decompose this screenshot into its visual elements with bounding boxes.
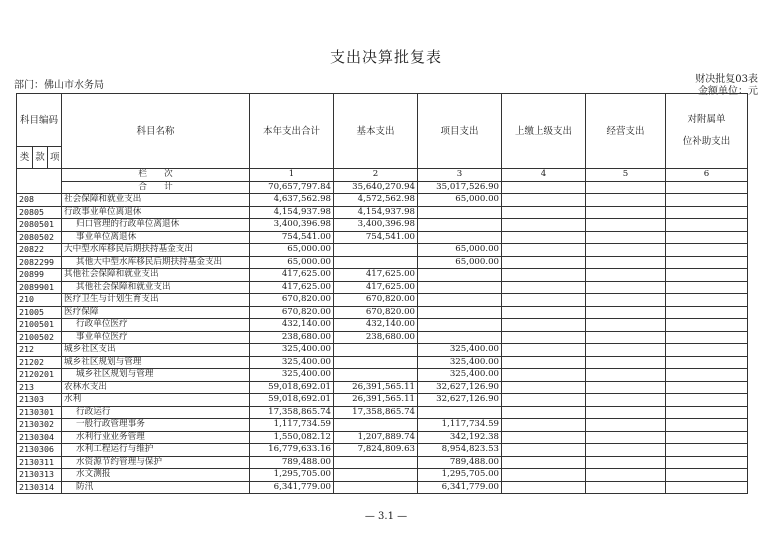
row-total: 670,820.00 (250, 306, 334, 319)
row-upper (502, 219, 586, 232)
col-number-1: 1 (250, 169, 334, 182)
expenditure-table (16, 93, 748, 494)
row-name: 归口管理的行政单位离退休 (62, 219, 250, 232)
row-subsidy (666, 444, 748, 457)
row-upper (502, 319, 586, 332)
header-subsidy-line1: 对附属单 (687, 114, 726, 125)
row-name: 事业单位离退休 (62, 231, 250, 244)
col-number-5: 5 (586, 169, 666, 182)
table-row (17, 481, 748, 494)
col-number-4: 4 (502, 169, 586, 182)
row-subsidy (666, 331, 748, 344)
row-subsidy (666, 369, 748, 382)
row-total: 1,117,734.59 (250, 419, 334, 432)
row-upper (502, 306, 586, 319)
row-name: 其他社会保障和就业支出 (62, 269, 250, 282)
table-row (17, 319, 748, 332)
row-subsidy (666, 306, 748, 319)
row-basic: 26,391,565.11 (334, 394, 418, 407)
header-lei: 类 (17, 147, 33, 169)
row-total: 6,341,779.00 (250, 481, 334, 494)
row-total: 16,779,633.16 (250, 444, 334, 457)
row-upper (502, 394, 586, 407)
col-number-6: 6 (666, 169, 748, 182)
table-row (17, 281, 748, 294)
row-name: 城乡社区规划与管理 (62, 369, 250, 382)
row-code: 21303 (17, 394, 62, 407)
row-project: 6,341,779.00 (418, 481, 502, 494)
row-basic (334, 456, 418, 469)
department-label: 部门：佛山市水务局 (14, 80, 104, 91)
row-total: 670,820.00 (250, 294, 334, 307)
row-business (586, 369, 666, 382)
row-code: 20805 (17, 206, 62, 219)
row-business (586, 306, 666, 319)
table-row (17, 306, 748, 319)
row-code: 2130314 (17, 481, 62, 494)
row-business (586, 331, 666, 344)
row-project (418, 269, 502, 282)
row-subsidy (666, 431, 748, 444)
header-upper: 上缴上级支出 (502, 94, 586, 169)
row-project (418, 406, 502, 419)
row-name: 其他大中型水库移民后期扶持基金支出 (62, 256, 250, 269)
table-row (17, 194, 748, 207)
row-subsidy (666, 206, 748, 219)
row-total: 65,000.00 (250, 256, 334, 269)
table-row (17, 256, 748, 269)
row-subsidy (666, 469, 748, 482)
row-total: 59,018,692.01 (250, 381, 334, 394)
row-basic (334, 344, 418, 357)
row-upper (502, 469, 586, 482)
row-upper (502, 194, 586, 207)
row-basic (334, 244, 418, 257)
row-name: 医疗卫生与计划生育支出 (62, 294, 250, 307)
row-total: 325,400.00 (250, 369, 334, 382)
row-code: 2120201 (17, 369, 62, 382)
table-row (17, 469, 748, 482)
row-subsidy (666, 269, 748, 282)
row-business (586, 219, 666, 232)
table-row (17, 431, 748, 444)
row-basic: 670,820.00 (334, 306, 418, 319)
row-basic: 238,680.00 (334, 331, 418, 344)
header-xiang: 项 (48, 147, 62, 169)
row-name: 水利 (62, 394, 250, 407)
row-project (418, 294, 502, 307)
project-sum: 35,017,526.90 (418, 181, 502, 194)
row-code: 212 (17, 344, 62, 357)
page-title: 支出决算批复表 (329, 48, 442, 66)
table-row (17, 394, 748, 407)
row-code: 2130302 (17, 419, 62, 432)
row-subsidy (666, 394, 748, 407)
row-upper (502, 381, 586, 394)
row-project (418, 281, 502, 294)
row-business (586, 319, 666, 332)
row-total: 3,400,396.98 (250, 219, 334, 232)
heji-label: 合 计 (62, 181, 250, 194)
table-row (17, 444, 748, 457)
row-basic: 417,625.00 (334, 281, 418, 294)
row-project (418, 331, 502, 344)
header-project: 项目支出 (418, 94, 502, 169)
header-subsidy (666, 94, 748, 169)
row-total: 417,625.00 (250, 281, 334, 294)
row-total: 417,625.00 (250, 269, 334, 282)
row-upper (502, 344, 586, 357)
row-business (586, 469, 666, 482)
basic-sum: 35,640,270.94 (334, 181, 418, 194)
row-basic: 754,541.00 (334, 231, 418, 244)
row-code: 2100501 (17, 319, 62, 332)
row-business (586, 394, 666, 407)
header-name: 科目名称 (62, 94, 250, 169)
header-kuan: 款 (33, 147, 48, 169)
row-total: 325,400.00 (250, 356, 334, 369)
row-business (586, 244, 666, 257)
row-code: 210 (17, 294, 62, 307)
table-row (17, 219, 748, 232)
row-project: 65,000.00 (418, 244, 502, 257)
row-project: 65,000.00 (418, 256, 502, 269)
table-row (17, 369, 748, 382)
row-upper (502, 231, 586, 244)
table-row (17, 244, 748, 257)
row-business (586, 194, 666, 207)
row-project: 8,954,823.53 (418, 444, 502, 457)
header-code: 科目编码 (17, 94, 62, 147)
row-code: 2130311 (17, 456, 62, 469)
row-total: 432,140.00 (250, 319, 334, 332)
row-total: 325,400.00 (250, 344, 334, 357)
row-business (586, 381, 666, 394)
row-upper (502, 331, 586, 344)
row-name: 大中型水库移民后期扶持基金支出 (62, 244, 250, 257)
row-business (586, 281, 666, 294)
row-code: 21005 (17, 306, 62, 319)
row-subsidy (666, 244, 748, 257)
row-name: 水利工程运行与维护 (62, 444, 250, 457)
row-code: 2080501 (17, 219, 62, 232)
row-basic: 417,625.00 (334, 269, 418, 282)
row-basic: 3,400,396.98 (334, 219, 418, 232)
row-project: 32,627,126.90 (418, 381, 502, 394)
row-project (418, 319, 502, 332)
row-subsidy (666, 319, 748, 332)
row-business (586, 406, 666, 419)
row-basic (334, 481, 418, 494)
table-row (17, 356, 748, 369)
row-project (418, 306, 502, 319)
table-row (17, 294, 748, 307)
row-upper (502, 431, 586, 444)
table-row (17, 206, 748, 219)
row-name: 农林水支出 (62, 381, 250, 394)
row-project (418, 231, 502, 244)
column-number-row (17, 169, 748, 182)
row-basic (334, 419, 418, 432)
row-project: 65,000.00 (418, 194, 502, 207)
table-row (17, 344, 748, 357)
row-subsidy (666, 281, 748, 294)
row-code: 213 (17, 381, 62, 394)
row-basic: 4,572,562.98 (334, 194, 418, 207)
row-upper (502, 294, 586, 307)
row-code: 20899 (17, 269, 62, 282)
row-upper (502, 206, 586, 219)
row-total: 17,358,865.74 (250, 406, 334, 419)
row-name: 医疗保障 (62, 306, 250, 319)
row-total: 1,550,082.12 (250, 431, 334, 444)
row-total: 59,018,692.01 (250, 394, 334, 407)
row-basic: 26,391,565.11 (334, 381, 418, 394)
header-subsidy-line2: 位补助支出 (682, 136, 731, 147)
row-name: 一般行政管理事务 (62, 419, 250, 432)
row-business (586, 419, 666, 432)
row-upper (502, 444, 586, 457)
row-subsidy (666, 294, 748, 307)
row-name: 事业单位医疗 (62, 331, 250, 344)
row-basic: 432,140.00 (334, 319, 418, 332)
row-upper (502, 281, 586, 294)
row-project: 325,400.00 (418, 369, 502, 382)
row-project: 1,117,734.59 (418, 419, 502, 432)
row-code: 2130306 (17, 444, 62, 457)
row-name: 其他社会保障和就业支出 (62, 281, 250, 294)
row-basic: 1,207,889.74 (334, 431, 418, 444)
row-name: 水利行业业务管理 (62, 431, 250, 444)
row-name: 水文测报 (62, 469, 250, 482)
row-code: 2130313 (17, 469, 62, 482)
row-name: 水资源节约管理与保护 (62, 456, 250, 469)
row-total: 1,295,705.00 (250, 469, 334, 482)
header-total: 本年支出合计 (250, 94, 334, 169)
page-number: — 3.1 — (364, 511, 408, 522)
row-project (418, 206, 502, 219)
row-project: 32,627,126.90 (418, 394, 502, 407)
row-code: 2130301 (17, 406, 62, 419)
header-row (17, 94, 748, 147)
row-code: 2080502 (17, 231, 62, 244)
table-row (17, 231, 748, 244)
table-number-label: 财决批复03表 (695, 74, 758, 85)
total-sum: 70,657,797.84 (250, 181, 334, 194)
row-upper (502, 244, 586, 257)
row-basic: 7,824,809.63 (334, 444, 418, 457)
table-row (17, 381, 748, 394)
row-project: 342,192.38 (418, 431, 502, 444)
row-business (586, 456, 666, 469)
row-basic: 4,154,937.98 (334, 206, 418, 219)
row-name: 城乡社区规划与管理 (62, 356, 250, 369)
row-upper (502, 419, 586, 432)
row-code: 2082299 (17, 256, 62, 269)
row-subsidy (666, 231, 748, 244)
unit-label: 金额单位：元 (698, 86, 758, 97)
table-row (17, 331, 748, 344)
row-business (586, 231, 666, 244)
row-code: 20822 (17, 244, 62, 257)
row-subsidy (666, 356, 748, 369)
row-code: 2100502 (17, 331, 62, 344)
row-upper (502, 356, 586, 369)
row-code: 21202 (17, 356, 62, 369)
row-business (586, 294, 666, 307)
row-basic (334, 369, 418, 382)
row-upper (502, 269, 586, 282)
row-basic: 670,820.00 (334, 294, 418, 307)
row-business (586, 431, 666, 444)
row-upper (502, 406, 586, 419)
header-business: 经营支出 (586, 94, 666, 169)
row-project: 325,400.00 (418, 356, 502, 369)
table-row (17, 456, 748, 469)
row-code: 208 (17, 194, 62, 207)
row-basic (334, 256, 418, 269)
row-total: 65,000.00 (250, 244, 334, 257)
row-name: 防汛 (62, 481, 250, 494)
row-name: 行政单位医疗 (62, 319, 250, 332)
row-project (418, 219, 502, 232)
row-business (586, 356, 666, 369)
row-project: 325,400.00 (418, 344, 502, 357)
row-code: 2130304 (17, 431, 62, 444)
row-project: 789,488.00 (418, 456, 502, 469)
row-subsidy (666, 256, 748, 269)
row-subsidy (666, 381, 748, 394)
row-subsidy (666, 219, 748, 232)
row-subsidy (666, 419, 748, 432)
totals-row (17, 181, 748, 194)
row-business (586, 481, 666, 494)
table-row (17, 269, 748, 282)
row-name: 社会保障和就业支出 (62, 194, 250, 207)
row-project: 1,295,705.00 (418, 469, 502, 482)
row-total: 789,488.00 (250, 456, 334, 469)
col-number-3: 3 (418, 169, 502, 182)
row-subsidy (666, 456, 748, 469)
row-business (586, 344, 666, 357)
row-name: 城乡社区支出 (62, 344, 250, 357)
lanci-label: 栏 次 (62, 169, 250, 182)
row-subsidy (666, 406, 748, 419)
row-upper (502, 481, 586, 494)
header-basic: 基本支出 (334, 94, 418, 169)
row-total: 4,637,562.98 (250, 194, 334, 207)
row-basic (334, 469, 418, 482)
row-basic (334, 356, 418, 369)
row-business (586, 444, 666, 457)
row-total: 4,154,937.98 (250, 206, 334, 219)
row-upper (502, 456, 586, 469)
row-upper (502, 369, 586, 382)
col-number-2: 2 (334, 169, 418, 182)
row-business (586, 256, 666, 269)
row-business (586, 206, 666, 219)
row-upper (502, 256, 586, 269)
table-row (17, 419, 748, 432)
row-total: 238,680.00 (250, 331, 334, 344)
row-name: 行政事业单位离退休 (62, 206, 250, 219)
row-code: 2089901 (17, 281, 62, 294)
row-name: 行政运行 (62, 406, 250, 419)
row-total: 754,541.00 (250, 231, 334, 244)
row-subsidy (666, 481, 748, 494)
row-business (586, 269, 666, 282)
row-subsidy (666, 344, 748, 357)
row-basic: 17,358,865.74 (334, 406, 418, 419)
row-subsidy (666, 194, 748, 207)
table-row (17, 406, 748, 419)
